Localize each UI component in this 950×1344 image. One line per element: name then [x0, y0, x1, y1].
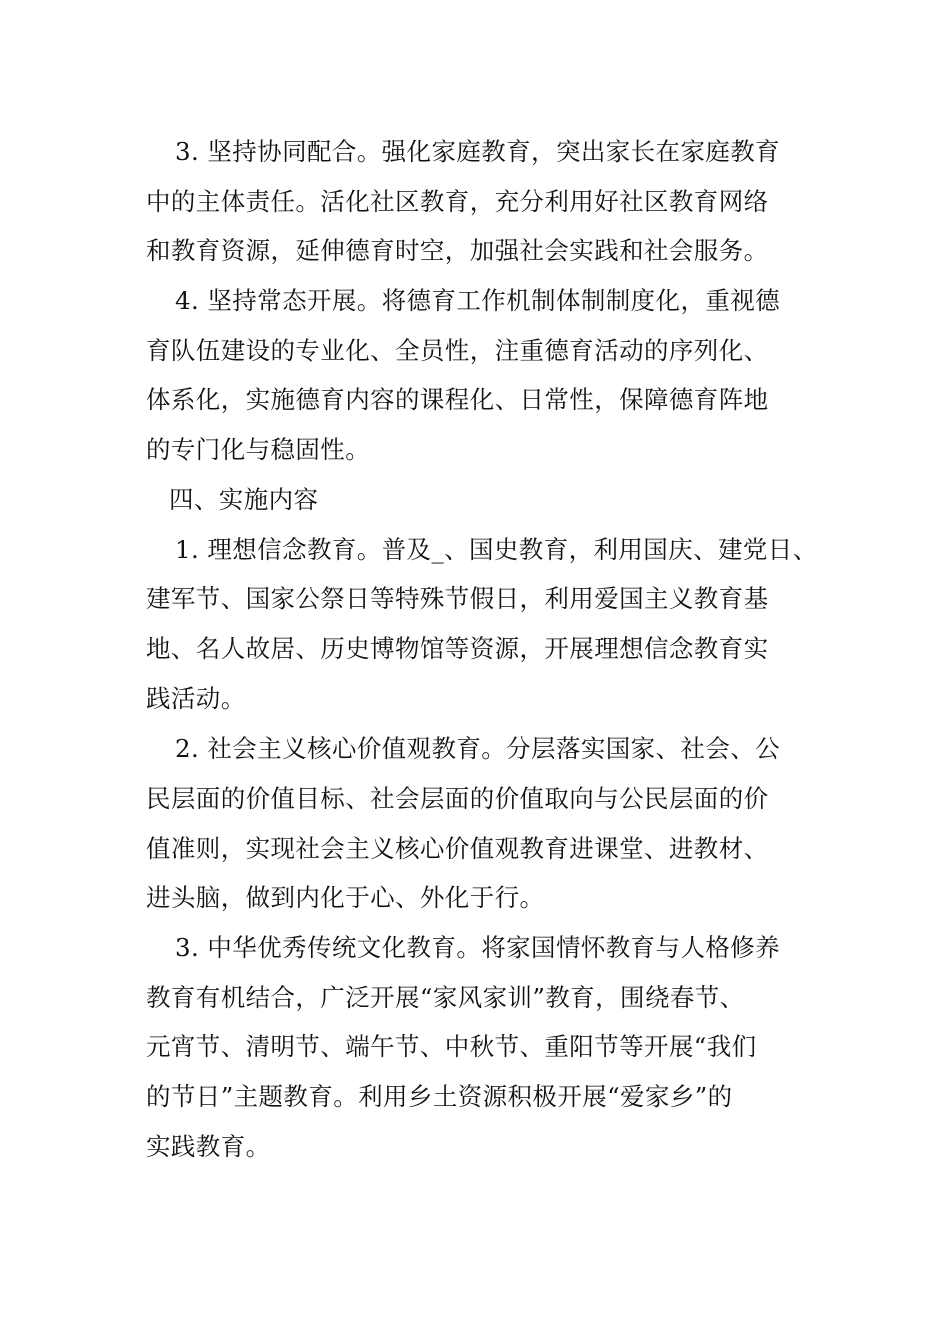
paragraph-line: 3. 坚持协同配合。强化家庭教育，突出家长在家庭教育	[175, 137, 781, 166]
paragraph-line: 值准则，实现社会主义核心价值观教育进课堂、进教材、	[146, 834, 769, 863]
paragraph-line: 育队伍建设的专业化、全员性，注重德育活动的序列化、	[146, 336, 769, 365]
paragraph-line: 元宵节、清明节、端午节、中秋节、重阳节等开展“我们	[146, 1032, 757, 1061]
paragraph-line: 3. 中华优秀传统文化教育。将家国情怀教育与人格修养	[175, 933, 781, 962]
paragraph-line: 实践教育。	[146, 1132, 271, 1161]
paragraph-line: 中的主体责任。活化社区教育，充分利用好社区教育网络	[146, 187, 769, 216]
paragraph-line: 民层面的价值目标、社会层面的价值取向与公民层面的价	[146, 784, 769, 813]
paragraph-line: 教育有机结合，广泛开展“家风家训”教育，围绕春节、	[146, 983, 745, 1012]
paragraph-line: 的节日”主题教育。利用乡土资源积极开展“爱家乡”的	[146, 1082, 733, 1111]
paragraph-line: 2. 社会主义核心价值观教育。分层落实国家、社会、公	[175, 734, 781, 763]
paragraph-line: 践活动。	[146, 684, 246, 713]
paragraph-line: 和教育资源，延伸德育时空，加强社会实践和社会服务。	[146, 236, 769, 265]
paragraph-line: 4. 坚持常态开展。将德育工作机制体制制度化，重视德	[175, 286, 781, 315]
section-heading: 四、实施内容	[169, 485, 319, 514]
paragraph-line: 1. 理想信念教育。普及_、国史教育，利用国庆、建党日、	[175, 535, 818, 564]
paragraph-line: 体系化，实施德育内容的课程化、日常性，保障德育阵地	[146, 385, 769, 414]
paragraph-line: 建军节、国家公祭日等特殊节假日，利用爱国主义教育基	[146, 584, 769, 613]
paragraph-line: 的专门化与稳固性。	[146, 435, 371, 464]
paragraph-line: 地、名人故居、历史博物馆等资源，开展理想信念教育实	[146, 634, 769, 663]
paragraph-line: 进头脑，做到内化于心、外化于行。	[146, 883, 545, 912]
